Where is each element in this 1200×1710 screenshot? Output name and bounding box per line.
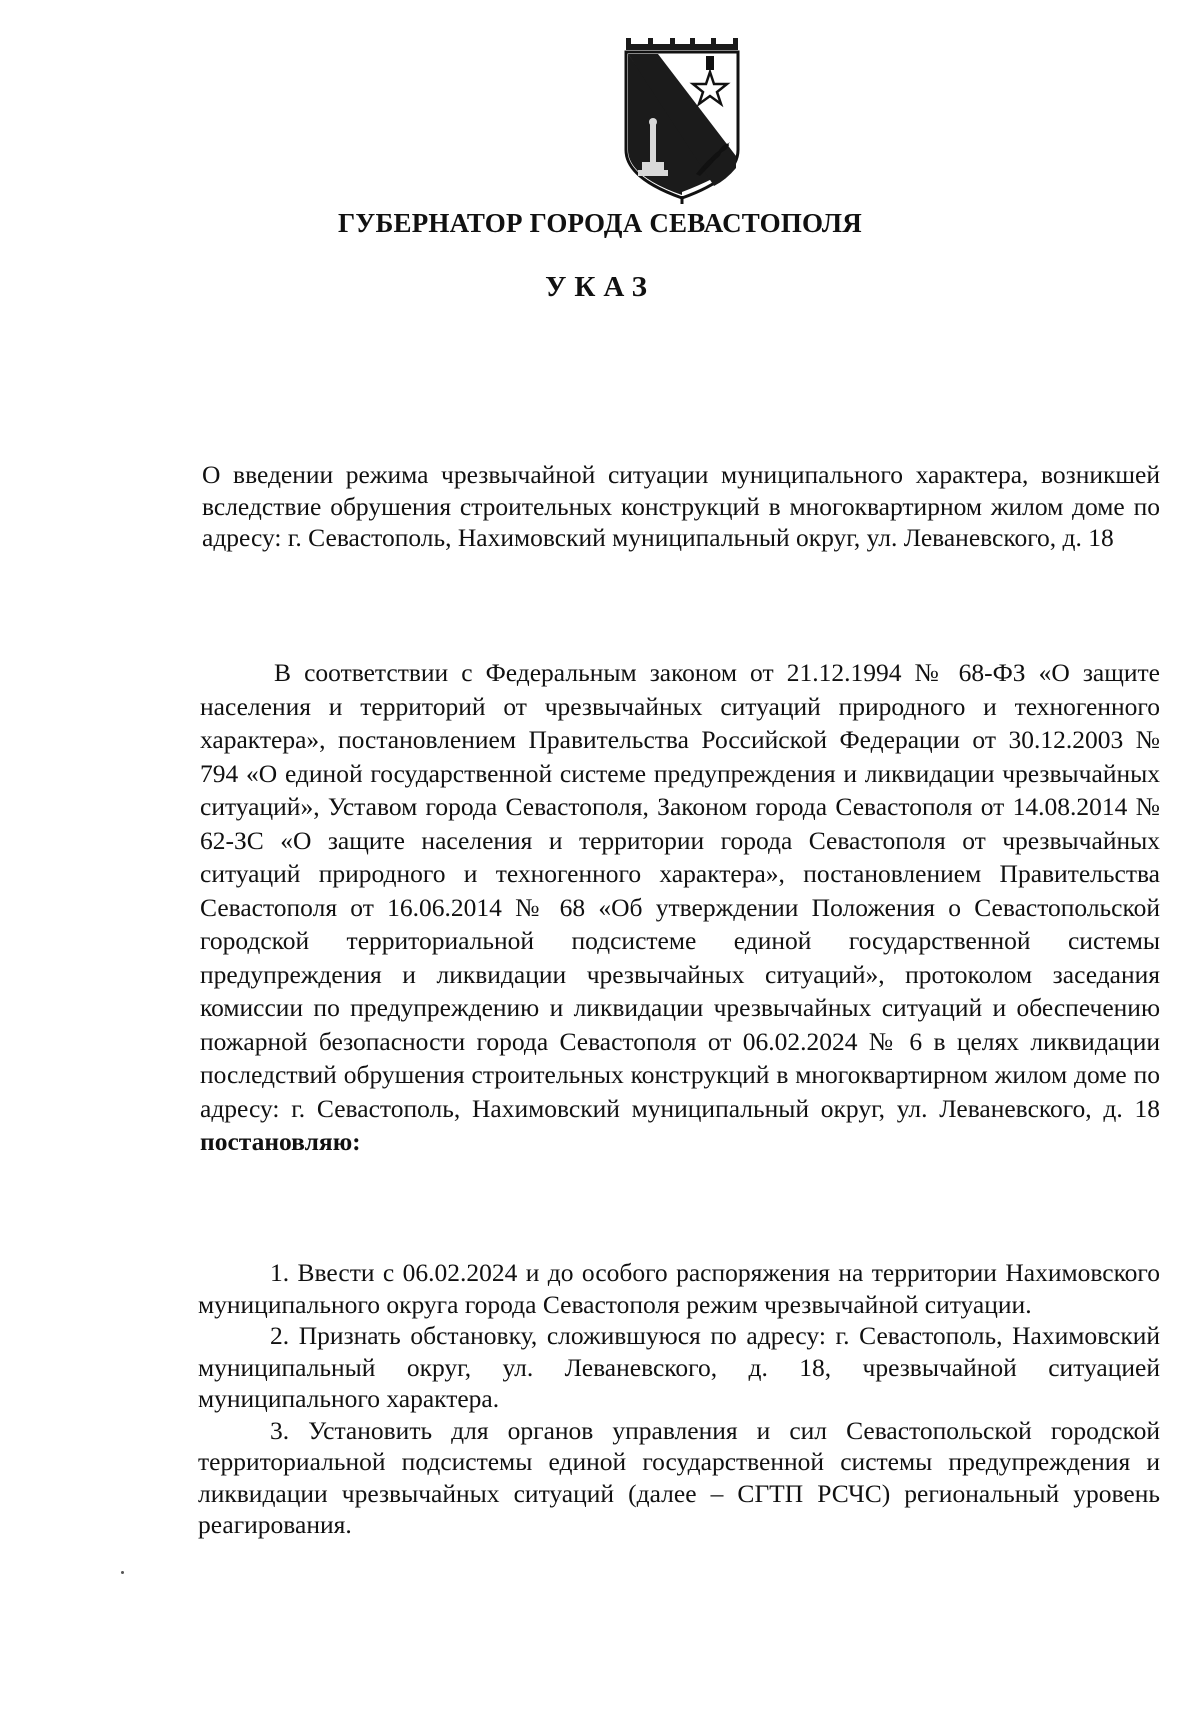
decree-items — [198, 1257, 1160, 1541]
decree-item-1: 1. Ввести с 06.02.2024 и до особого распоряжения на территории Нахимовского муниципального округа города Севастополя режим чрезвычайной ситуации. — [198, 1258, 1160, 1319]
decree-preamble — [200, 656, 1160, 1159]
decree-item-3: 3. Установить для органов управления и сил Севастопольской городской территориальной подсистемы единой государственной системы предупреждения и ликвидации чрезвычайных ситуаций (далее – СГТП РСЧС) региональный уровень реагирования. — [198, 1415, 1160, 1539]
sevastopol-coat-of-arms-icon — [618, 38, 746, 204]
decree-word: постановляю: — [200, 1127, 361, 1156]
scan-speck — [121, 1571, 124, 1574]
issuing-authority: ГУБЕРНАТОР ГОРОДА СЕВАСТОПОЛЯ — [338, 208, 862, 238]
document-type: УКАЗ — [545, 271, 655, 303]
decree-item-2: 2. Признать обстановку, сложившуюся по адресу: г. Севастополь, Нахимовский муниципальный округ, ул. Леваневского, д. 18, чрезвычайной ситуацией муниципального характера. — [198, 1321, 1160, 1413]
crown-icon — [626, 38, 738, 50]
preamble-text: В соответствии с Федеральным законом от 21.12.1994 № 68-ФЗ «О защите населения и территорий от чрезвычайных ситуаций природного и техногенного характера», постановлением Правительства Российской Федерации от 30.12.2003 № 794 «О единой государственной системе предупреждения и ликвидации чрезвычайных ситуаций», Уставом города Севастополя, Законом города Севастополя от 14.08.2014 № 62-ЗС «О защите населения и территории города Севастополя от чрезвычайных ситуаций природного и техногенного характера», постановлением Правительства Севастополя от 16.06.2014 № 68 «Об утверждении Положения о Севастопольской городской территориальной подсистеме единой государственной системы предупреждения и ликвидации чрезвычайных ситуаций», протоколом заседания комиссии по предупреждению и ликвидации чрезвычайных ситуаций и обеспечению пожарной безопасности города Севастополя от 06.02.2024 № 6 в целях ликвидации последствий обрушения строительных конструкций в многоквартирном жилом доме по адресу: г. Севастополь, Нахимовский муниципальный округ, ул. Леваневского, д. 18 — [200, 658, 1160, 1123]
decree-title: О введении режима чрезвычайной ситуации муниципального характера, возникшей вследствие обрушения строительных конструкций в многоквартирном жилом доме по адресу: г. Севастополь, Нахимовский муниципальный округ, ул. Леваневского, д. 18 — [202, 460, 1160, 552]
